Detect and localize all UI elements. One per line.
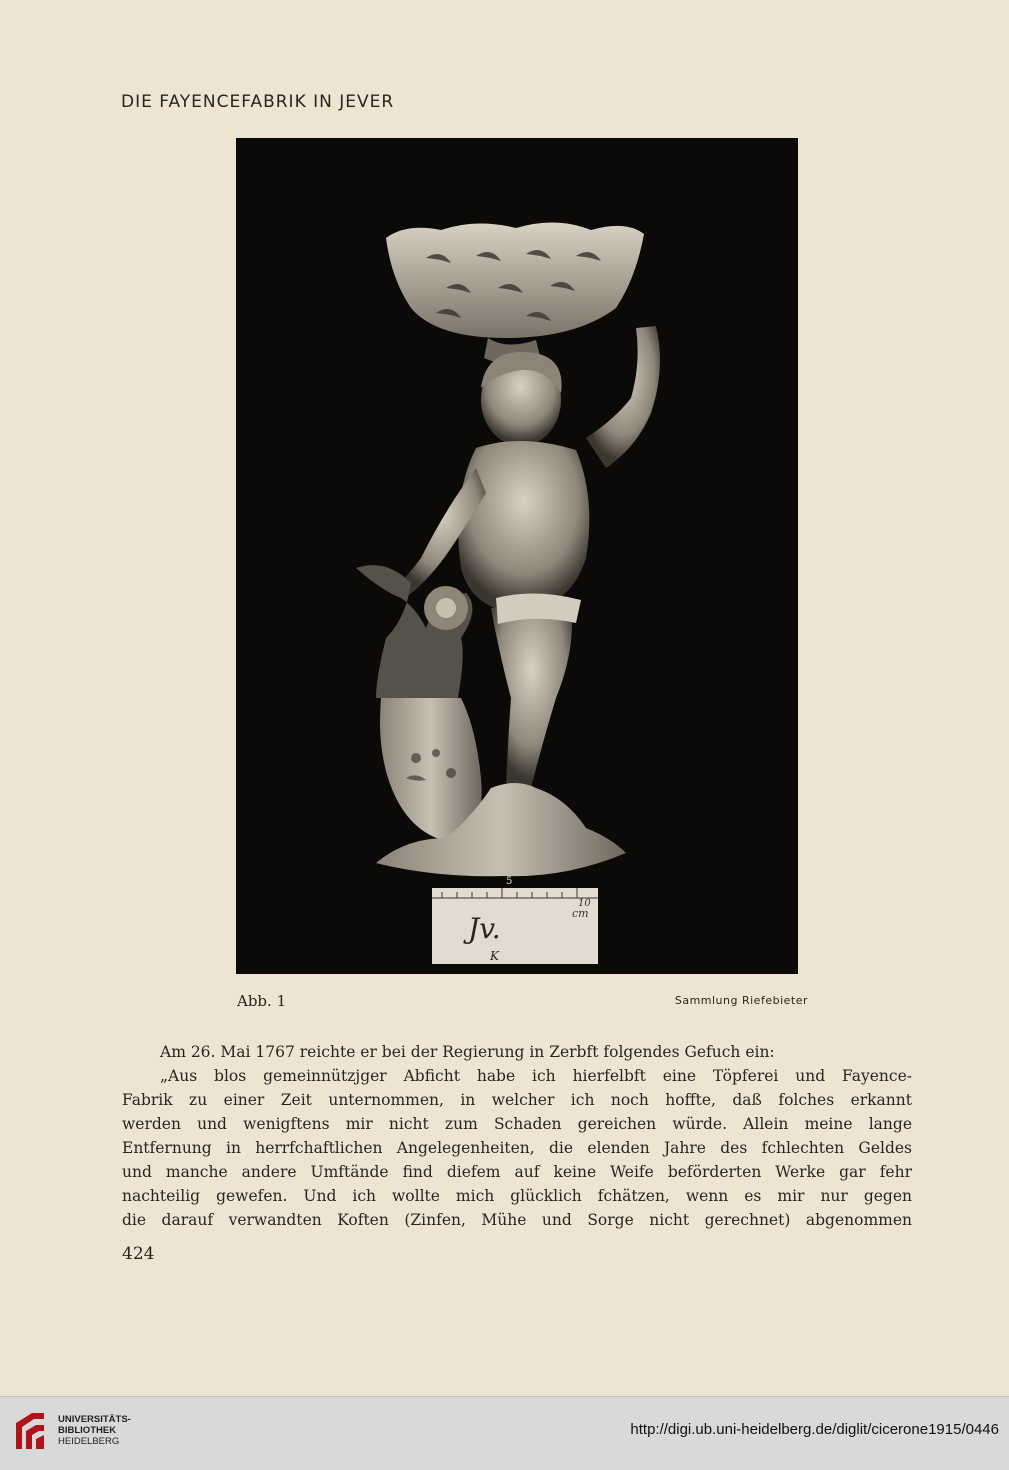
body-line: nachteilig gewefen. Und ich wollte mich glücklich fchätzen, wenn es mir nur gegen bbox=[122, 1187, 912, 1205]
page-number: 424 bbox=[122, 1244, 155, 1264]
mark-letter: K bbox=[490, 949, 499, 963]
figure-caption-label: Abb. 1 bbox=[237, 992, 287, 1010]
figure-caption-credit: Sammlung Riefebieter bbox=[674, 994, 808, 1007]
body-line: und manche andere Umftände find diefem auf keine Weife beförderten Werke gar fehr bbox=[122, 1163, 912, 1181]
scale-label-five: 5 bbox=[506, 876, 513, 887]
body-line: die darauf verwandten Koften (Zinfen, Mühe und Sorge nicht gerechnet) abgenommen bbox=[122, 1211, 912, 1229]
library-name-line2: BIBLIOTHEK bbox=[58, 1425, 117, 1436]
library-name-line3: HEIDELBERG bbox=[58, 1436, 120, 1447]
library-footer bbox=[0, 1396, 1009, 1470]
permalink-url[interactable]: http://digi.ub.uni-heidelberg.de/diglit/cicerone1915/0446 bbox=[630, 1421, 999, 1438]
body-line: werden und wenigftens mir nicht zum Schaden gereichen würde. Allein meine lange bbox=[122, 1115, 912, 1133]
body-line: Entfernung in herrfchaftlichen Angelegenheiten, die elenden Jahre des fchlechten Geldes bbox=[122, 1139, 912, 1157]
figurine-illustration bbox=[236, 138, 798, 974]
body-line: Fabrik zu einer Zeit unternommen, in welcher ich noch hoffte, daß folches erkannt bbox=[122, 1091, 912, 1109]
scale-ruler bbox=[432, 876, 598, 964]
body-line: „Aus blos gemeinnützjger Abficht habe ich hierfelbft eine Töpferei und Fayence- bbox=[160, 1067, 912, 1085]
university-library-logo-icon[interactable] bbox=[12, 1409, 48, 1455]
scale-label-ten: 10 bbox=[578, 898, 591, 909]
library-name bbox=[58, 1414, 131, 1447]
maker-mark: Jv. bbox=[468, 912, 501, 945]
body-text bbox=[122, 1040, 912, 1232]
figure-photo bbox=[236, 138, 798, 974]
library-name-line1: UNIVERSITÄTS- bbox=[58, 1414, 131, 1425]
running-head: DIE FAYENCEFABRIK IN JEVER bbox=[121, 92, 395, 112]
scale-unit: cm bbox=[572, 907, 589, 920]
body-line: Am 26. Mai 1767 reichte er bei der Regierung in Zerbft folgendes Gefuch ein: bbox=[160, 1043, 775, 1061]
